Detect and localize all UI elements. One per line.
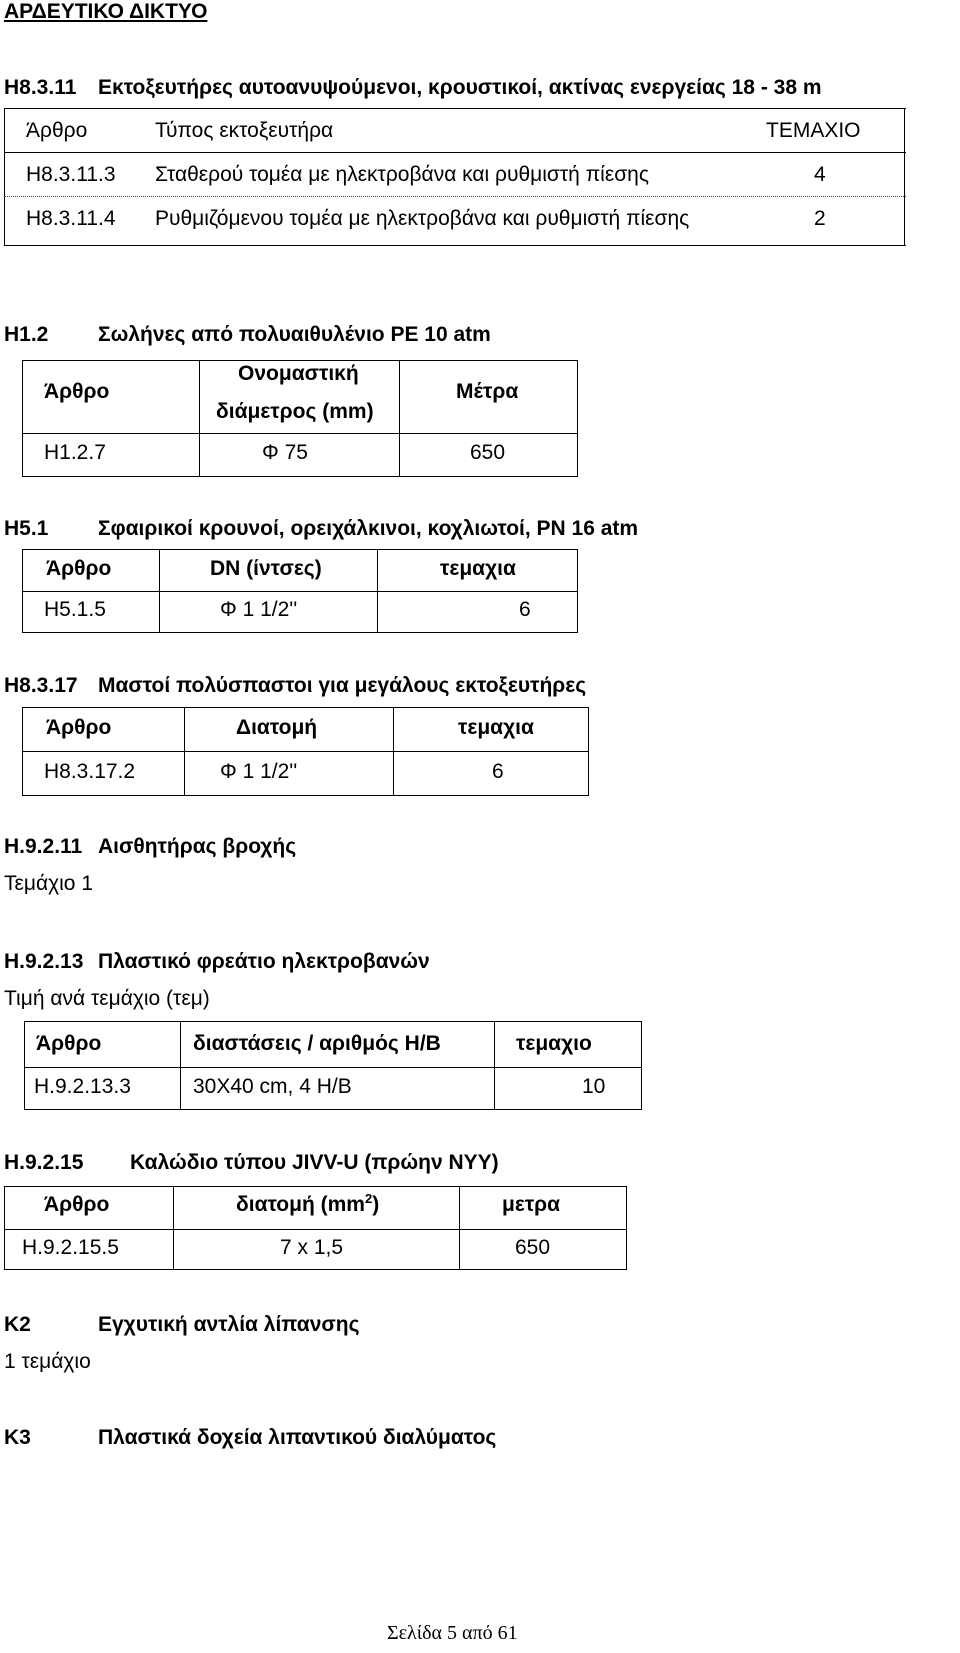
table-cell-meters: 650 <box>470 441 506 464</box>
table-cell-diameter: Φ 75 <box>262 441 308 464</box>
table-header-article: Άρθρο <box>46 557 112 580</box>
table-cell-article: Η.9.2.13.3 <box>34 1075 131 1098</box>
section-note: Τιμή ανά τεμάχιο (τεμ) <box>4 987 210 1010</box>
section-code: Η1.2 <box>4 323 49 346</box>
table-header-article: Άρθρο <box>26 119 88 142</box>
table-header-cross-section <box>236 1193 379 1217</box>
section-title: Εγχυτική αντλία λίπανσης <box>98 1313 360 1336</box>
table-header-dn: DN (ίντσες) <box>210 557 322 580</box>
section-title: Σωλήνες από πολυαιθυλένιο PE 10 atm <box>98 323 491 346</box>
page-number: Σελίδα 5 από 61 <box>387 1622 518 1644</box>
table-cell-article: Η1.2.7 <box>44 441 106 464</box>
table-cell-article: Η8.3.17.2 <box>44 760 136 783</box>
table-header-pieces: ΤΕΜΑΧΙΟ <box>766 119 861 142</box>
table-cell-size: Φ 1 1/2'' <box>220 598 298 621</box>
cross-section-label: διατομή (mm <box>236 1193 365 1216</box>
section-title: Σφαιρικοί κρουνοί, ορειχάλκινοι, κοχλιωτοί, PN 16 atm <box>98 517 639 540</box>
table-header-pieces: τεμαχιο <box>516 1032 592 1055</box>
section-code: Η.9.2.11 <box>4 835 83 858</box>
table-header-nominal: Ονομαστική <box>238 362 359 385</box>
table-header-pieces: τεμαχια <box>440 557 516 580</box>
table-cell-dimensions: 30Χ40 cm, 4 Η/Β <box>193 1075 352 1098</box>
table-cell-description: Ρυθμιζόμενου τομέα με ηλεκτροβάνα και ρυθμιστή πίεσης <box>155 207 690 230</box>
table-header-pieces: τεμαχια <box>458 716 534 739</box>
section-code: Η5.1 <box>4 517 49 540</box>
section-note: Τεμάχιο 1 <box>4 872 94 895</box>
table-cell-description: Σταθερού τομέα με ηλεκτροβάνα και ρυθμιστή πίεσης <box>155 163 649 186</box>
section-code: Η8.3.11 <box>4 76 77 99</box>
table-cell-article: Η8.3.11.4 <box>26 207 116 230</box>
section-code: Η.9.2.13 <box>4 950 84 973</box>
cross-section-close: ) <box>372 1193 380 1216</box>
document-title: ΑΡΔΕΥΤΙΚΟ ΔΙΚΤΥΟ <box>4 0 208 23</box>
table-cell-article: Η5.1.5 <box>44 598 106 621</box>
section-title: Πλαστικό φρεάτιο ηλεκτροβανών <box>98 950 430 973</box>
table-cell-quantity: 10 <box>582 1075 606 1098</box>
table-header-meters: Μέτρα <box>456 380 519 403</box>
table-cell-cross-section: 7 x 1,5 <box>280 1236 344 1259</box>
table-cell-article: Η8.3.11.3 <box>26 163 116 186</box>
table-header-section: Διατομή <box>236 716 318 739</box>
section-code: Η.9.2.15 <box>4 1151 84 1174</box>
table-header-article: Άρθρο <box>44 1193 110 1216</box>
table-header-article: Άρθρο <box>46 716 112 739</box>
cross-section-superscript: 2 <box>364 1191 373 1206</box>
table-cell-article: Η.9.2.15.5 <box>22 1236 119 1259</box>
table-header-dimensions: διαστάσεις / αριθμός Η/Β <box>193 1032 441 1055</box>
table-header-diameter: διάμετρος (mm) <box>216 400 374 423</box>
table-header-meters: μετρα <box>502 1193 561 1216</box>
table-header-article: Άρθρο <box>44 380 110 403</box>
table-cell-quantity: 6 <box>492 760 504 783</box>
section-title: Μαστοί πολύσπαστοι για μεγάλους εκτοξευτήρες <box>98 674 587 697</box>
section-code: Κ2 <box>4 1313 31 1336</box>
table-cell-quantity: 6 <box>519 598 531 621</box>
table-cell-size: Φ 1 1/2'' <box>220 760 298 783</box>
table-cell-quantity: 2 <box>814 207 826 230</box>
table-cell-meters: 650 <box>515 1236 551 1259</box>
section-title: Αισθητήρας βροχής <box>98 835 297 858</box>
table-header-sprinkler-type: Τύπος εκτοξευτήρα <box>155 119 334 142</box>
section-title: Εκτοξευτήρες αυτοανυψούμενοι, κρουστικοί, ακτίνας ενεργείας 18 - 38 m <box>98 76 822 99</box>
section-code: Η8.3.17 <box>4 674 78 697</box>
table-header-article: Άρθρο <box>36 1032 102 1055</box>
table-cell-quantity: 4 <box>814 163 826 186</box>
section-title: Καλώδιο τύπου JIVV-U (πρώην NYY) <box>130 1151 499 1174</box>
section-code: Κ3 <box>4 1426 31 1449</box>
section-note: 1 τεμάχιο <box>4 1350 91 1373</box>
section-title: Πλαστικά δοχεία λιπαντικού διαλύματος <box>98 1426 497 1449</box>
